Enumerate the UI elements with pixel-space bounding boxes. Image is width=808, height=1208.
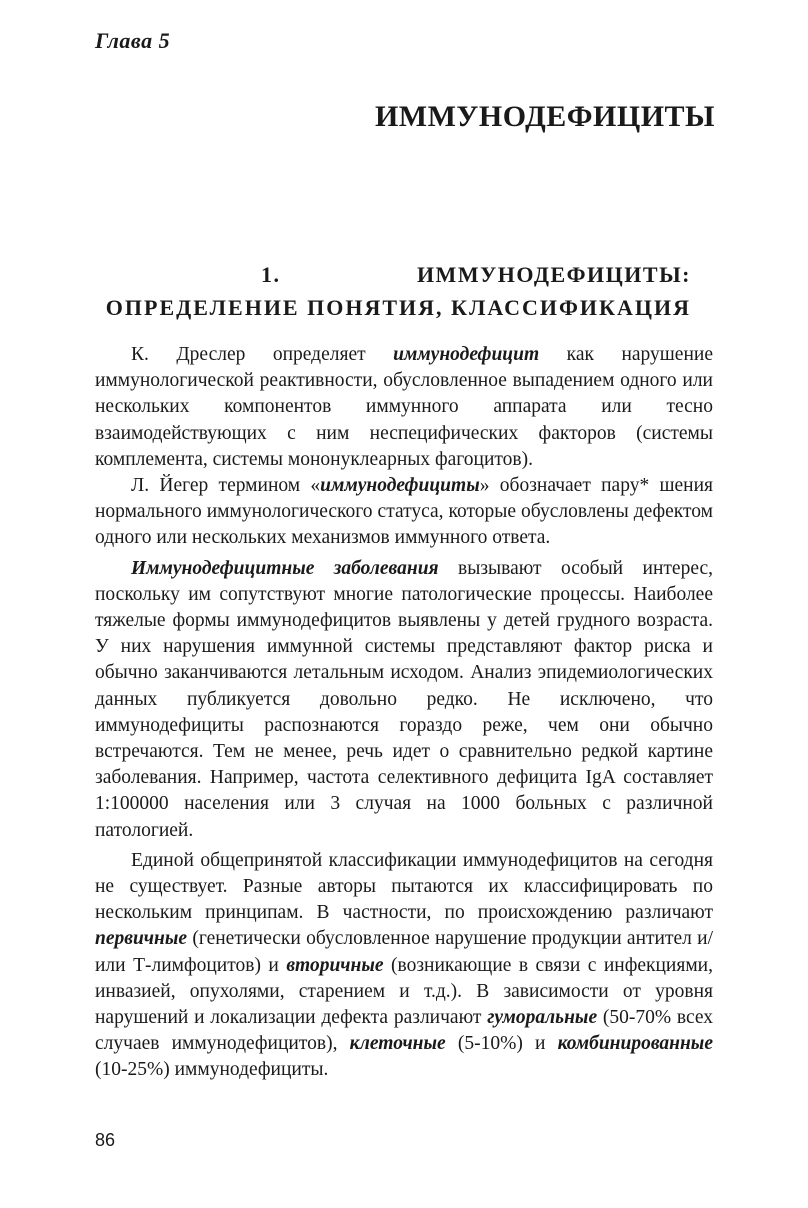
page-number: 86 xyxy=(95,1130,116,1150)
chapter-title: ИММУНОДЕФИЦИТЫ xyxy=(374,100,715,133)
text-run: К. Дреслер определяет xyxy=(131,344,394,365)
emphasis-term: гуморальные xyxy=(487,1007,598,1029)
text-run: (50-70% всех случаев иммунодефицитов), xyxy=(95,1007,713,1055)
section-title-line2: ОПРЕДЕЛЕНИЕ ПОНЯТИЯ, КЛАССИФИКАЦИЯ xyxy=(105,295,691,320)
text-run: Единой общепринятой классификации иммунодефицитов на сегодня не существует. Разные авторы пытаются их классифицировать по нескольким принципам. В частности, по происхождению различают xyxy=(95,849,713,924)
text-run: (возникающие в связи с инфекциями, инвазией, опухолями, старением и т.д.). В зависимости от уровня нарушений и локализации дефекта различают xyxy=(95,954,713,1029)
emphasis-term: Иммунодефицитные заболевания xyxy=(131,557,439,579)
text-run: вызывают особый интерес, поскольку им сопутствуют многие патологические процессы. Наиболее тяжелые формы иммунодефицитов выявлены у детей грудного возраста. У них нарушения иммунной системы представляют фактор риска и обычно заканчиваются летальным исходом. Анализ эпидемиологических данных публикуется довольно редко. Не исключено, что иммунодефициты распознаются гораздо реже, чем они обычно встречаются. Тем не менее, речь идет о сравнительно редкой картине заболевания. Например, частота селективного дефицита IgA составляет 1:100000 населения или 3 случая на 1000 больных с различной патологией. xyxy=(95,557,713,841)
text-run: Л. Йегер термином « xyxy=(131,475,321,497)
text-run: (5-10%) и xyxy=(445,1033,558,1055)
emphasis-term: иммунодефицит xyxy=(393,344,540,365)
paragraph-2 xyxy=(95,473,713,552)
text-run: » обозначает пару* шения нормального иммунологического статуса, которые обусловлены дефектом одного или нескольких механизмов иммунного ответа. xyxy=(95,475,714,549)
emphasis-term: вторичные xyxy=(286,954,384,976)
paragraph-4 xyxy=(95,848,713,1084)
section-number: 1. xyxy=(261,262,281,287)
paragraph-3 xyxy=(95,556,713,844)
emphasis-term: комбинированные xyxy=(557,1033,713,1055)
emphasis-term: клеточные xyxy=(349,1033,446,1055)
text-run: как нарушение иммунологической реактивности, обусловленное выпадением одного или нескольких компонентов иммунного аппарата или тесно взаимодействующих с ним неспецифических факторов (системы комплемента, системы мононуклеарных фагоцитов). xyxy=(95,344,713,470)
section-heading xyxy=(95,258,713,324)
text-run: (генетически обусловленное нарушение продукции антител и/или Т-лимфоцитов) и xyxy=(95,928,713,976)
chapter-label: Глава 5 xyxy=(95,28,171,53)
body-text xyxy=(95,342,713,1084)
emphasis-term: иммунодефициты xyxy=(320,475,480,497)
paragraph-1 xyxy=(95,342,713,473)
text-run: (10-25%) иммунодефициты. xyxy=(95,1059,329,1081)
section-title-line1: ИММУНОДЕФИЦИТЫ: xyxy=(416,262,691,287)
emphasis-term: первичные xyxy=(95,928,188,950)
